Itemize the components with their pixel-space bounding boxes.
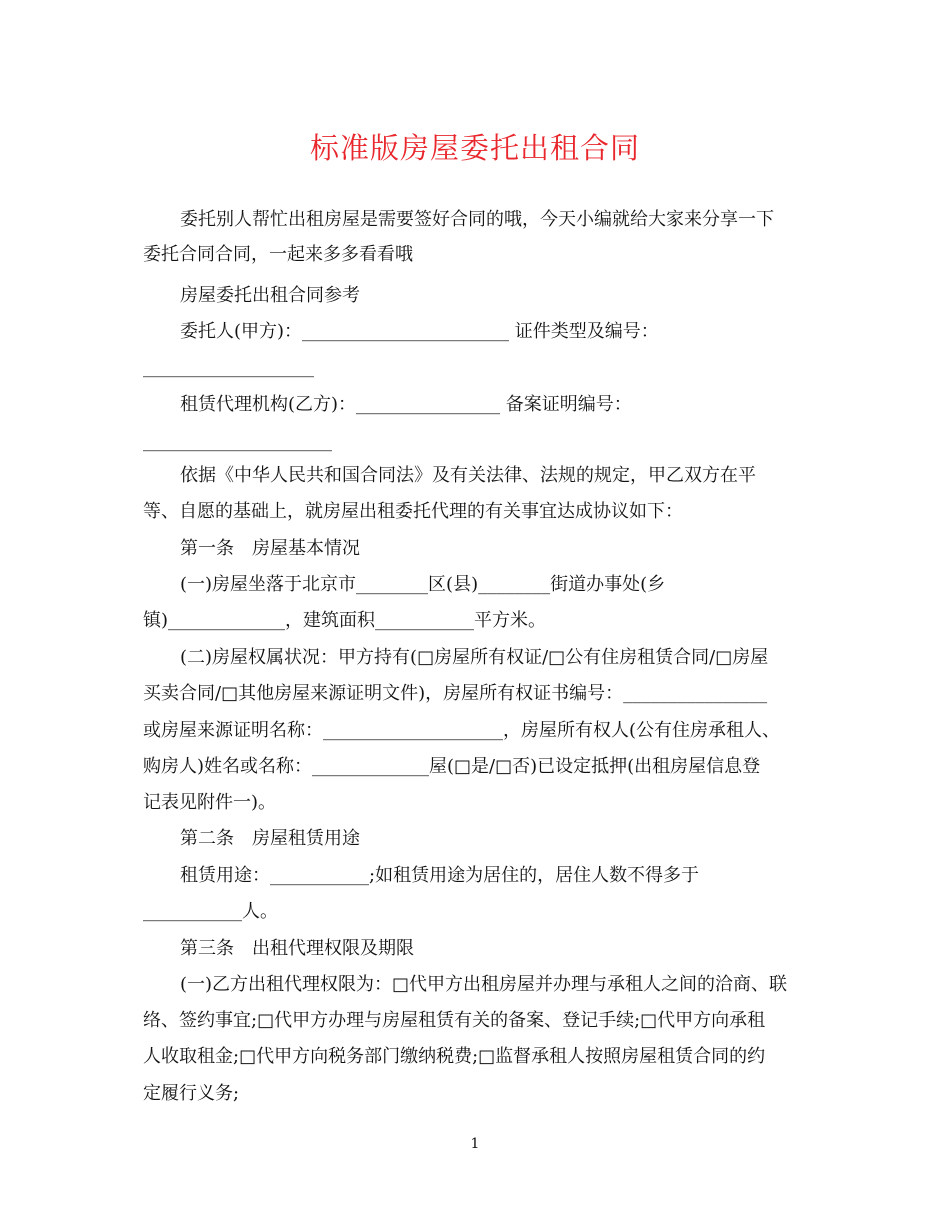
paragraph-line: 或房屋来源证明名称：____________________，房屋所有权人(公有住房承租人、 [143, 720, 781, 741]
document-title: 标准版房屋委托出租合同 [309, 131, 640, 165]
section-heading: 第二条 房屋租赁用途 [180, 828, 360, 849]
party-a-line: 委托人(甲方)：_______________________ 证件类型及编号： [180, 321, 659, 342]
paragraph-line: 人收取租金;□代甲方向税务部门缴纳税费;□监督承租人按照房屋租赁合同的约 [143, 1046, 766, 1067]
paragraph-line: (二)房屋权属状况：甲方持有(□房屋所有权证/□公有住房租赁合同/□房屋 [180, 647, 769, 668]
paragraph-line: ___________人。 [143, 901, 278, 922]
paragraph-line: 记表见附件一)。 [143, 792, 277, 813]
section-heading: 第三条 出租代理权限及期限 [180, 938, 414, 959]
page-number: 1 [470, 1136, 480, 1152]
paragraph-line: 络、签约事宜;□代甲方办理与房屋租赁有关的备案、登记手续;□代甲方向承租 [143, 1010, 766, 1031]
paragraph-line: 依据《中华人民共和国合同法》及有关法律、法规的规定，甲乙双方在平 [180, 465, 756, 486]
blank-line: _____________________ [143, 431, 332, 452]
paragraph-line: 定履行义务; [143, 1083, 240, 1104]
paragraph-line: (一)乙方出租代理权限为：□代甲方出租房屋并办理与承租人之间的洽商、联 [180, 974, 788, 995]
paragraph-line: 房屋委托出租合同参考 [180, 285, 360, 306]
paragraph-line: 委托合同合同，一起来多多看看哦 [143, 244, 413, 265]
paragraph-line: (一)房屋坐落于北京市________区(县)________街道办事处(乡 [180, 574, 666, 595]
paragraph-line: 等、自愿的基础上，就房屋出租委托代理的有关事宜达成协议如下： [143, 501, 683, 522]
paragraph-line: 买卖合同/□其他房屋来源证明文件)，房屋所有权证书编号：________________ [143, 683, 768, 704]
party-b-line: 租赁代理机构(乙方)：________________ 备案证明编号： [180, 394, 632, 415]
paragraph-line: 委托别人帮忙出租房屋是需要签好合同的哦，今天小编就给大家来分享一下 [180, 209, 774, 230]
section-heading: 第一条 房屋基本情况 [180, 538, 360, 559]
paragraph-line: 租赁用途：___________;如租赁用途为居住的，居住人数不得多于 [180, 865, 700, 886]
paragraph-line: 镇)_____________，建筑面积___________平方米。 [143, 610, 547, 631]
paragraph-line: 购房人)姓名或名称：_____________屋(□是/□否)已设定抵押(出租房屋信息登 [143, 756, 761, 777]
blank-line: ___________________ [143, 357, 314, 378]
